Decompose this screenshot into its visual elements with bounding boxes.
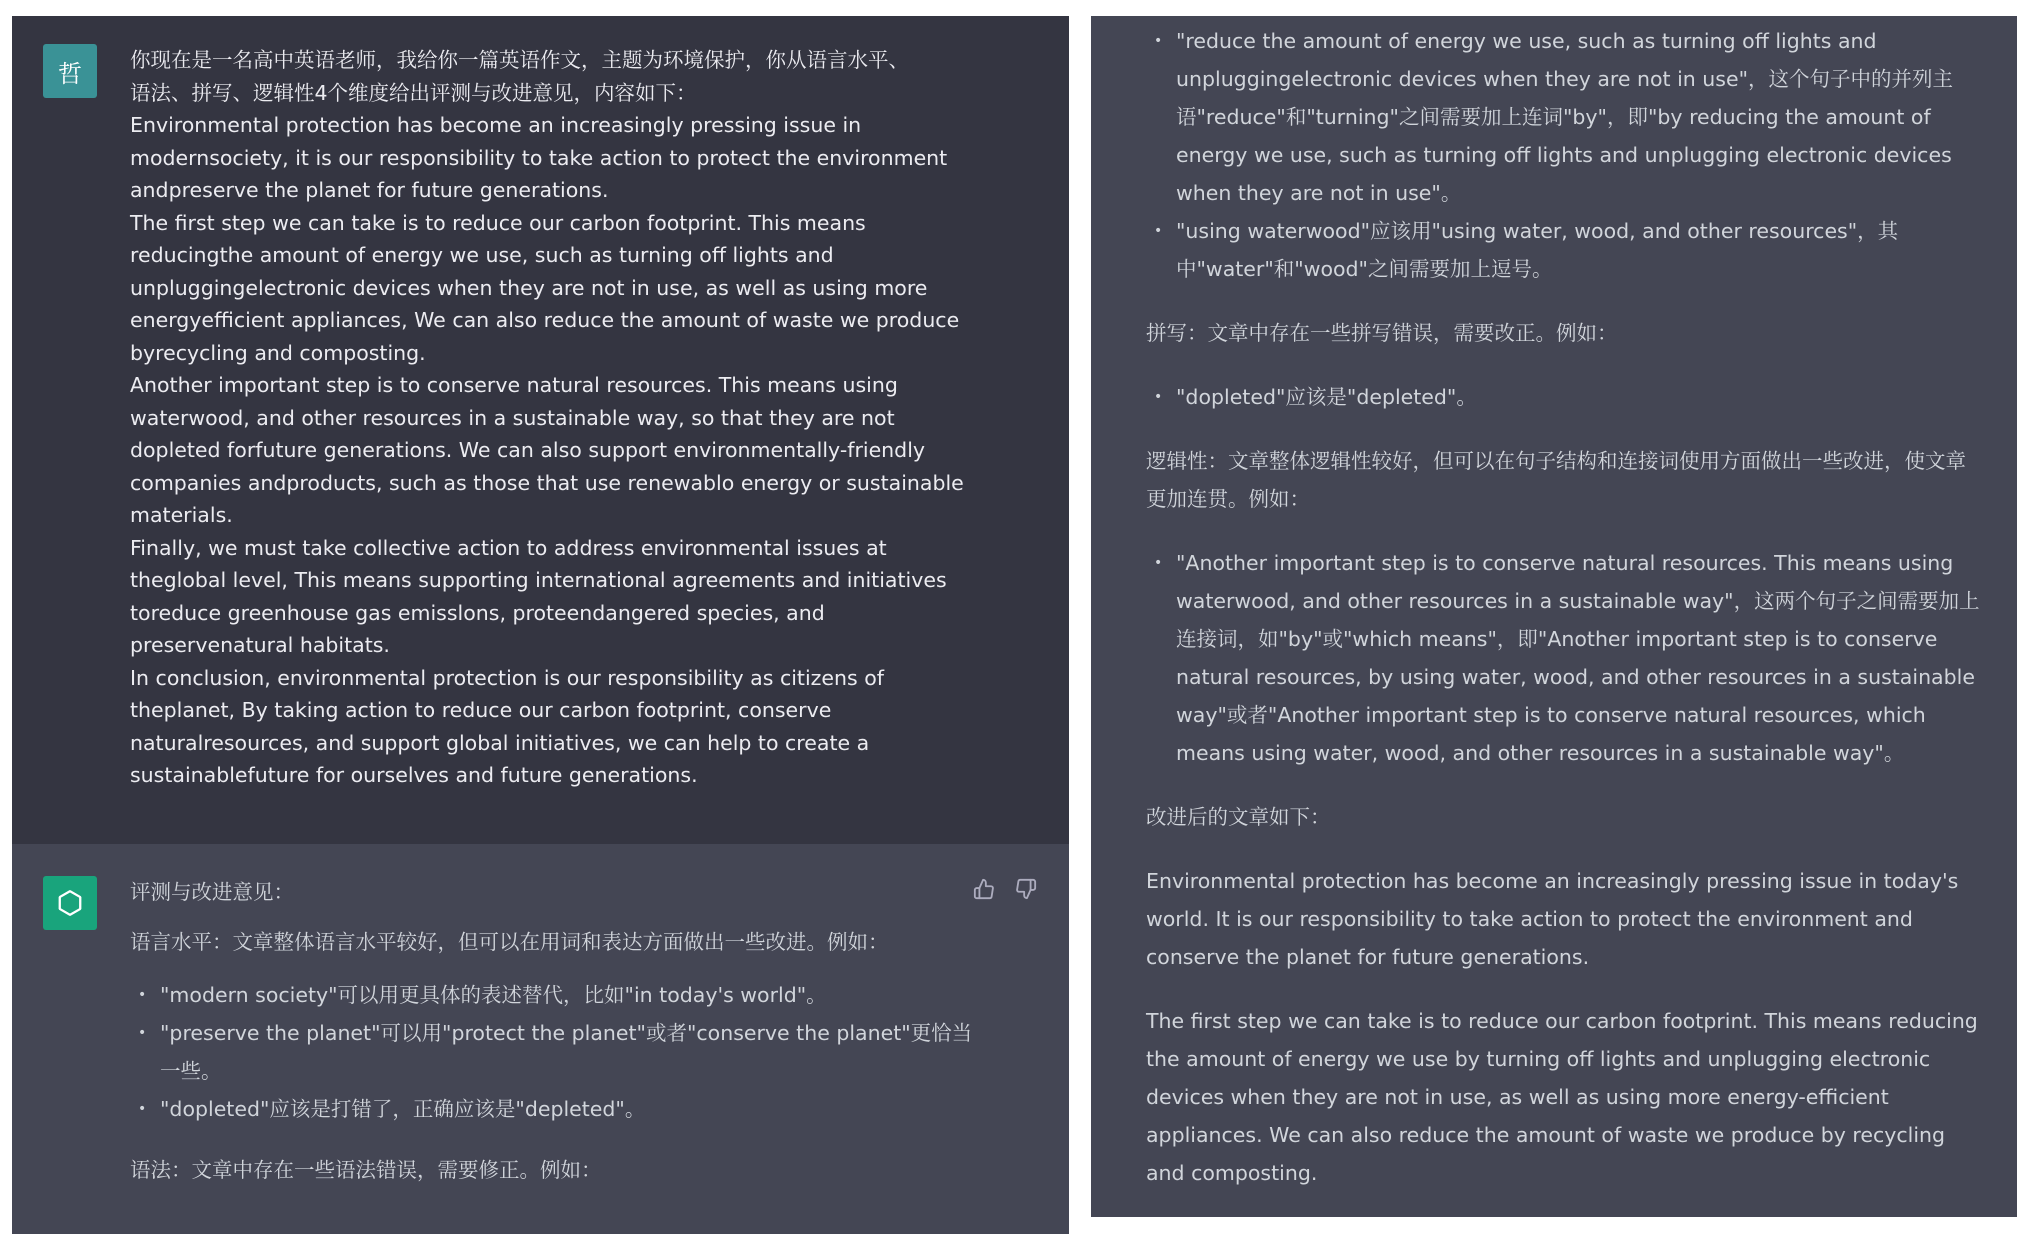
user-line: sustainablefuture for ourselves and future generations. — [130, 763, 698, 787]
user-line: unpluggingelectronic devices when they are not in use, as well as using more — [130, 275, 928, 300]
user-line: preservenatural habitats. — [130, 633, 390, 657]
user-line: theplanet, By taking action to reduce our carbon footprint, conserve — [130, 698, 832, 722]
user-line: 你现在是一名高中英语老师，我给你一篇英语作文，主题为环境保护，你从语言水平、 — [130, 48, 909, 72]
list-item: • "Another important step is to conserve natural resources. This means using waterwood, and other resources in a sustainable way"，这两个句子之间需要加上连接词，如"by"或"which means"，即"Another important step is to conserve natural resources, by using water, wood, and other resources in a sustainable way"或者"Another important step is to conserve natural resources, which means using water, wood, and other resources in a sustainable way"。 — [1146, 544, 1986, 772]
right-chat-panel — [1091, 16, 2017, 1217]
user-line: waterwood, and other resources in a sustainable way, so that they are not — [130, 405, 895, 430]
user-line: modernsociety, it is our responsibility to take action to protect the environment — [130, 145, 948, 170]
grammar-heading: 语法：文章中存在一些语法错误，需要修正。例如： — [130, 1158, 602, 1182]
list-item: • "preserve the planet"可以用"protect the planet"或者"conserve the planet"更恰当一些。 — [130, 1014, 990, 1090]
user-line: energyefficient appliances, We can also reduce the amount of waste we produce — [130, 308, 960, 332]
openai-logo-icon — [43, 876, 97, 930]
user-line: Finally, we must take collective action to address environmental issues at — [130, 535, 887, 560]
list-item: • "dopleted"应该是打错了，正确应该是"depleted"。 — [130, 1090, 990, 1128]
list-item: • "dopleted"应该是"depleted"。 — [1146, 378, 1986, 416]
user-line: 语法、拼写、逻辑性4个维度给出评测与改进意见，内容如下： — [130, 80, 697, 105]
user-line: Environmental protection has become an increasingly pressing issue in — [130, 113, 862, 137]
user-line: companies andproducts, such as those that use renewablo energy or sustainable — [130, 470, 964, 495]
thumbs-down-button[interactable] — [1013, 876, 1039, 902]
language-list — [130, 976, 990, 1128]
user-line: The first step we can take is to reduce our carbon footprint. This means — [130, 210, 866, 235]
user-message — [12, 16, 1069, 844]
list-item: • "modern society"可以用更具体的表述替代，比如"in today's world"。 — [130, 976, 990, 1014]
user-message-text — [130, 44, 990, 792]
spelling-heading: 拼写：文章中存在一些拼写错误，需要改正。例如： — [1146, 321, 1618, 345]
user-avatar-letter: 哲 — [58, 59, 82, 88]
grammar-list — [1146, 22, 1986, 288]
user-line: reducingthe amount of energy we use, such as turning off lights and — [130, 243, 834, 267]
list-item: • "reduce the amount of energy we use, such as turning off lights and unpluggingelectronic devices when they are not in use"，这个句子中的并列主语"reduce"和"turning"之间需要加上连词"by"，即"by reducing the amount of energy we use, such as turning off lights and unplugging electronic devices when they are not in use"。 — [1146, 22, 1986, 212]
user-line: naturalresources, and support global initiatives, we can help to create a — [130, 730, 870, 755]
assistant-intro: 评测与改进意见： — [130, 880, 294, 904]
language-heading: 语言水平：文章整体语言水平较好，但可以在用词和表达方面做出一些改进。例如： — [130, 930, 889, 954]
user-avatar — [43, 44, 97, 98]
assistant-message-text — [130, 866, 990, 1204]
user-line: materials. — [130, 503, 233, 527]
spelling-list — [1146, 378, 1986, 416]
assistant-continued-text — [1146, 22, 1986, 1217]
improved-paragraph-1: Environmental protection has become an increasingly pressing issue in today's world. It is our responsibility to take action to protect the environment and conserve the planet for future generations. — [1146, 869, 1959, 969]
list-item: • "using waterwood"应该用"using water, wood, and other resources"，其中"water"和"wood"之间需要加上逗号。 — [1146, 212, 1986, 288]
user-line: theglobal level, This means supporting international agreements and initiatives — [130, 568, 947, 592]
user-line: dopleted forfuture generations. We can also support environmentally-friendly — [130, 438, 926, 462]
user-line: byrecycling and composting. — [130, 340, 426, 365]
user-line: andpreserve the planet for future generations. — [130, 178, 609, 202]
improved-heading: 改进后的文章如下： — [1146, 805, 1331, 829]
improved-paragraph-2: The first step we can take is to reduce our carbon footprint. This means reducing the amount of energy we use by turning off lights and unplugging electronic devices when they are not in use, as well as using more energy-efficient appliances. We can also reduce the amount of waste we produce by recycling and composting. — [1146, 1009, 1978, 1185]
assistant-message — [12, 844, 1069, 1234]
user-line: In conclusion, environmental protection is our responsibility as citizens of — [130, 665, 884, 690]
left-chat-panel — [12, 16, 1069, 1234]
logic-heading: 逻辑性：文章整体逻辑性较好，但可以在句子结构和连接词使用方面做出一些改进，使文章更加连贯。例如： — [1146, 449, 1966, 511]
user-line: Another important step is to conserve natural resources. This means using — [130, 373, 898, 397]
user-line: toreduce greenhouse gas emisslons, proteendangered species, and — [130, 600, 825, 625]
logic-list — [1146, 544, 1986, 772]
thumbs-down-icon — [1015, 878, 1037, 900]
